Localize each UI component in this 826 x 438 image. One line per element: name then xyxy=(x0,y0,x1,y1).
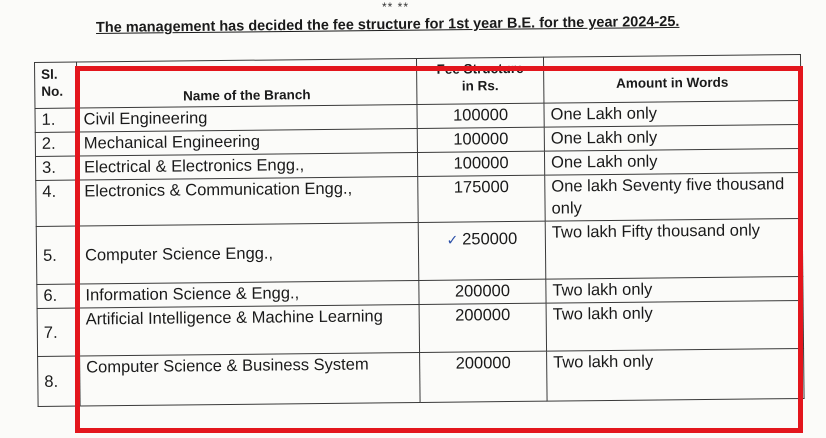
row-sl: 4. xyxy=(36,180,78,226)
row-sl: 3. xyxy=(35,156,77,180)
header-fee-structure: Fee Structure in Rs. xyxy=(416,57,543,104)
row-fee: 200000 xyxy=(419,303,546,352)
row-fee: ✓ 250000 xyxy=(418,221,546,280)
row-fee: 100000 xyxy=(417,151,544,176)
row-fee: 200000 xyxy=(419,279,546,304)
row-sl: 6. xyxy=(37,284,79,308)
row-sl: 7. xyxy=(37,308,80,356)
row-branch: Electrical & Electronics Engg., xyxy=(77,152,417,180)
row-words: One Lakh only xyxy=(544,148,801,175)
row-fee: 175000 xyxy=(418,175,545,222)
row-fee: 200000 xyxy=(420,351,548,402)
row-words: Two lakh Fifty thousand only xyxy=(545,218,803,279)
header-sl-no: Sl. No. xyxy=(35,62,77,108)
row-sl: 2. xyxy=(35,132,77,156)
row-branch: Computer Science & Business System xyxy=(80,352,421,406)
row-branch: Electronics & Communication Engg., xyxy=(78,176,418,226)
row-branch: Artificial Intelligence & Machine Learning xyxy=(79,304,419,356)
page-heading: The management has decided the fee structure for 1st year B.E. for the year 2024-25. xyxy=(95,13,680,36)
fee-structure-table xyxy=(34,54,805,407)
table-row xyxy=(37,300,803,356)
fee-table-wrapper xyxy=(34,54,806,424)
row-branch: Computer Science Engg., xyxy=(78,222,419,284)
row-words: One Lakh only xyxy=(544,124,801,151)
table-row xyxy=(36,218,803,284)
initials-mark: ✓ xyxy=(446,231,463,248)
row-words: Two lakh only xyxy=(547,348,805,401)
top-mark: ** ** xyxy=(382,0,410,14)
table-header-row xyxy=(35,54,801,108)
header-branch-name: Name of the Branch xyxy=(77,58,417,108)
row-words: One lakh Seventy five thousand only xyxy=(545,172,802,221)
row-branch: Information Science & Engg., xyxy=(79,280,419,308)
row-sl: 8. xyxy=(38,356,81,406)
table-row xyxy=(38,348,804,406)
row-words: Two lakh only xyxy=(546,300,803,351)
row-fee: 100000 xyxy=(417,103,544,128)
row-sl: 5. xyxy=(36,226,79,284)
row-sl: 1. xyxy=(35,108,77,132)
row-words: One Lakh only xyxy=(544,100,801,127)
table-row xyxy=(36,172,802,226)
row-branch: Civil Engineering xyxy=(77,104,417,132)
header-amount-in-words: Amount in Words xyxy=(543,54,800,103)
row-fee: 100000 xyxy=(417,127,544,152)
row-branch: Mechanical Engineering xyxy=(77,128,417,156)
row-words: Two lakh only xyxy=(546,276,803,303)
